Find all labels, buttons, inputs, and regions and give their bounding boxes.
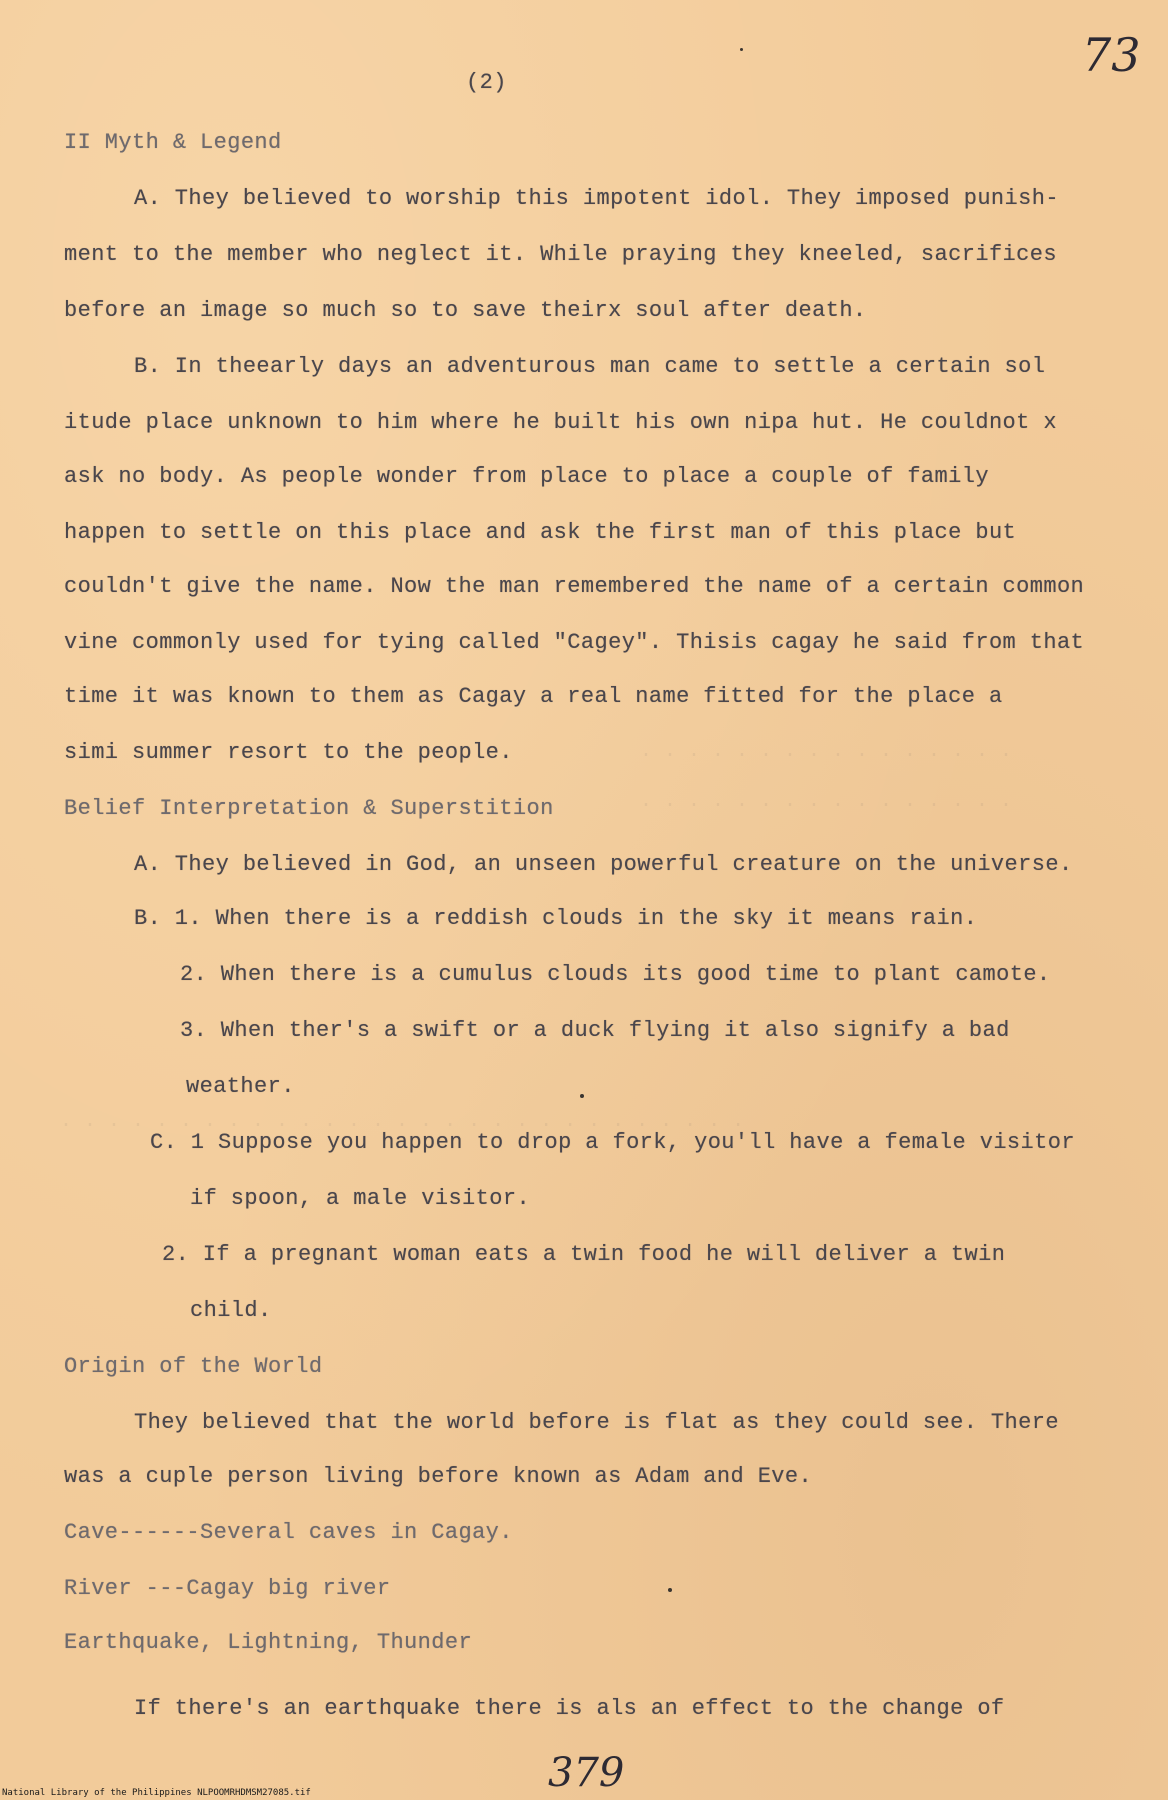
bleed-through-text: . . . . . . . . . . . . . . . . [640,790,1013,813]
text-line: time it was known to them as Cagay a real name fitted for the place a [64,684,1003,709]
paper-speck [668,1588,672,1592]
text-line: River ---Cagay big river [64,1576,391,1601]
bleed-through-text: . . . . . . . . . . . . . . . . [640,740,1013,763]
archive-footer: National Library of the Philippines NLPOOMRHDMSM27085.tif [2,1788,311,1798]
text-line: B. 1. When there is a reddish clouds in the sky it means rain. [134,906,978,931]
text-line: itude place unknown to him where he built his own nipa hut. He couldnot x [64,410,1057,435]
text-line: vine commonly used for tying called "Cagey". Thisis cagay he said from that [64,630,1085,655]
page-header-number: (2) [466,70,507,95]
text-line: couldn't give the name. Now the man remembered the name of a certain common [64,574,1085,599]
handwritten-bottom-number: 379 [548,1750,625,1796]
paper-speck [740,48,743,51]
text-line: ment to the member who neglect it. While praying they kneeled, sacrifices [64,242,1057,267]
text-line: ask no body. As people wonder from place to place a couple of family [64,464,989,489]
text-line: 2. If a pregnant woman eats a twin food he will deliver a twin [162,1242,1006,1267]
handwritten-page-number: 73 [1082,28,1141,82]
text-line: If there's an earthquake there is als an effect to the change of [134,1696,1005,1721]
text-line: if spoon, a male visitor. [190,1186,531,1211]
text-line: weather. [186,1074,295,1099]
section-heading: Origin of the World [64,1354,323,1379]
text-line: simi summer resort to the people. [64,740,513,765]
section-heading: II Myth & Legend [64,130,282,155]
text-line: 2. When there is a cumulus clouds its good time to plant camote. [180,962,1051,987]
text-line: A. They believed in God, an unseen powerful creature on the universe. [134,852,1073,877]
text-line: 3. When ther's a swift or a duck flying it also signify a bad [180,1018,1010,1043]
section-heading: Belief Interpretation & Superstition [64,796,554,821]
text-line: C. 1 Suppose you happen to drop a fork, you'll have a female visitor [150,1130,1075,1155]
text-line: A. They believed to worship this impotent idol. They imposed punish- [134,186,1059,211]
paper-speck [580,1094,584,1098]
text-line: happen to settle on this place and ask the first man of this place but [64,520,1017,545]
text-line: B. In theearly days an adventurous man came to settle a certain sol [134,354,1046,379]
text-line: Cave------Several caves in Cagay. [64,1520,513,1545]
text-line: child. [190,1298,272,1323]
text-line: was a cuple person living before known as Adam and Eve. [64,1464,813,1489]
text-line: Earthquake, Lightning, Thunder [64,1630,473,1655]
text-line: before an image so much so to save theirx soul after death. [64,298,867,323]
text-line: They believed that the world before is flat as they could see. There [134,1410,1059,1435]
bleed-through-text: . . . . . . . . . . . . . . . . . . . . . . . . . . . . . [60,1110,745,1133]
